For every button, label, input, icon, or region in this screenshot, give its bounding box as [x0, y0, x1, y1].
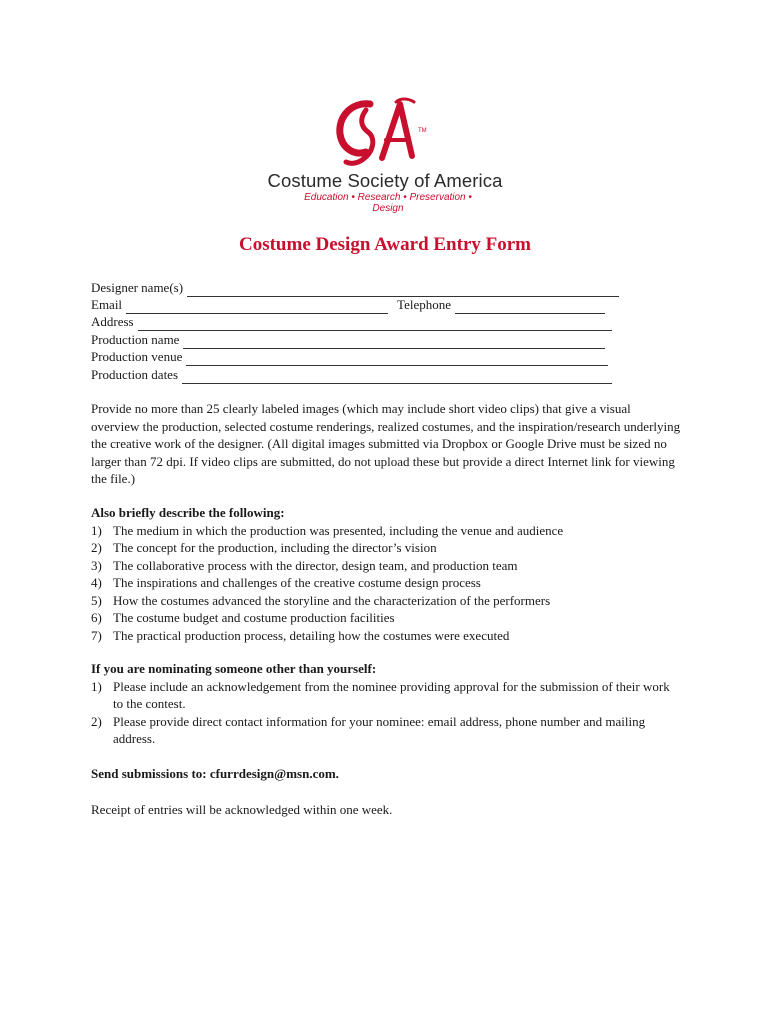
email-line[interactable] [126, 299, 388, 314]
production-venue-label: Production venue [91, 349, 183, 364]
address-field[interactable] [91, 313, 612, 331]
csa-logo [260, 96, 520, 214]
organization-tagline: Education • Research • Preservation • Design [304, 192, 472, 214]
list-item: 1) Please include an acknowledgement from the nominee providing approval for the submission of their work to the contest. [91, 678, 670, 711]
submissions-text: Send submissions to: cfurrdesign@msn.com. [91, 766, 339, 781]
production-name-label: Production name [91, 332, 180, 347]
designer-names-label: Designer name(s) [91, 280, 184, 295]
email-label: Email [91, 297, 123, 312]
trademark-mark: TM [418, 128, 427, 134]
address-line[interactable] [138, 316, 612, 331]
nominating-section [91, 660, 681, 748]
production-name-field[interactable] [91, 331, 605, 349]
list-item: 6) The costume budget and costume production facilities [91, 610, 395, 625]
nominating-list [91, 678, 681, 748]
email-field[interactable] [91, 296, 605, 314]
telephone-line[interactable] [455, 299, 605, 314]
instructions-paragraph [91, 400, 681, 488]
production-venue-field[interactable] [91, 348, 608, 366]
list-item: 7) The practical production process, detailing how the costumes were executed [91, 627, 510, 643]
form-title: Costume Design Award Entry Form [238, 234, 531, 255]
list-item: 3) The collaborative process with the director, design team, and production team [91, 557, 518, 573]
production-dates-label: Production dates [91, 367, 179, 382]
production-dates-field[interactable] [91, 366, 612, 384]
list-item: 4) The inspirations and challenges of the creative costume design process [91, 575, 481, 590]
organization-name: Costume Society of America [267, 170, 503, 191]
receipt-section [91, 801, 681, 819]
nominating-heading: If you are nominating someone other than yourself: [91, 661, 377, 676]
list-item: 2) Please provide direct contact information for your nominee: email address, phone number and mailing address. [91, 713, 646, 746]
csa-monogram-icon [330, 96, 420, 172]
describe-heading: Also briefly describe the following: [91, 505, 285, 520]
list-item: 1) The medium in which the production was presented, including the venue and audience [91, 522, 564, 538]
list-item: 2) The concept for the production, including the director’s vision [91, 540, 437, 555]
address-label: Address [91, 314, 134, 329]
describe-list [91, 522, 681, 645]
telephone-label: Telephone [397, 297, 452, 312]
instructions-text: Provide no more than 25 clearly labeled images (which may include short video clips) that give a visual overview the production, selected costume renderings, realized costumes, and the inspiration/research underlying the creative work of the designer. (All digital images submitted via Dropbox or Google Drive must be sized no larger than 72 dpi. If video clips are submitted, do not upload these but provide a direct Internet link for viewing the file.) [91, 401, 681, 486]
production-name-line[interactable] [183, 334, 605, 349]
production-venue-line[interactable] [186, 351, 608, 366]
submissions-section [91, 765, 681, 783]
designer-names-line[interactable] [187, 282, 619, 297]
receipt-text: Receipt of entries will be acknowledged within one week. [91, 802, 393, 817]
designer-names-field[interactable] [91, 279, 619, 297]
describe-section [91, 504, 681, 644]
list-item: 5) How the costumes advanced the storyline and the characterization of the performers [91, 592, 551, 608]
production-dates-line[interactable] [182, 369, 612, 384]
